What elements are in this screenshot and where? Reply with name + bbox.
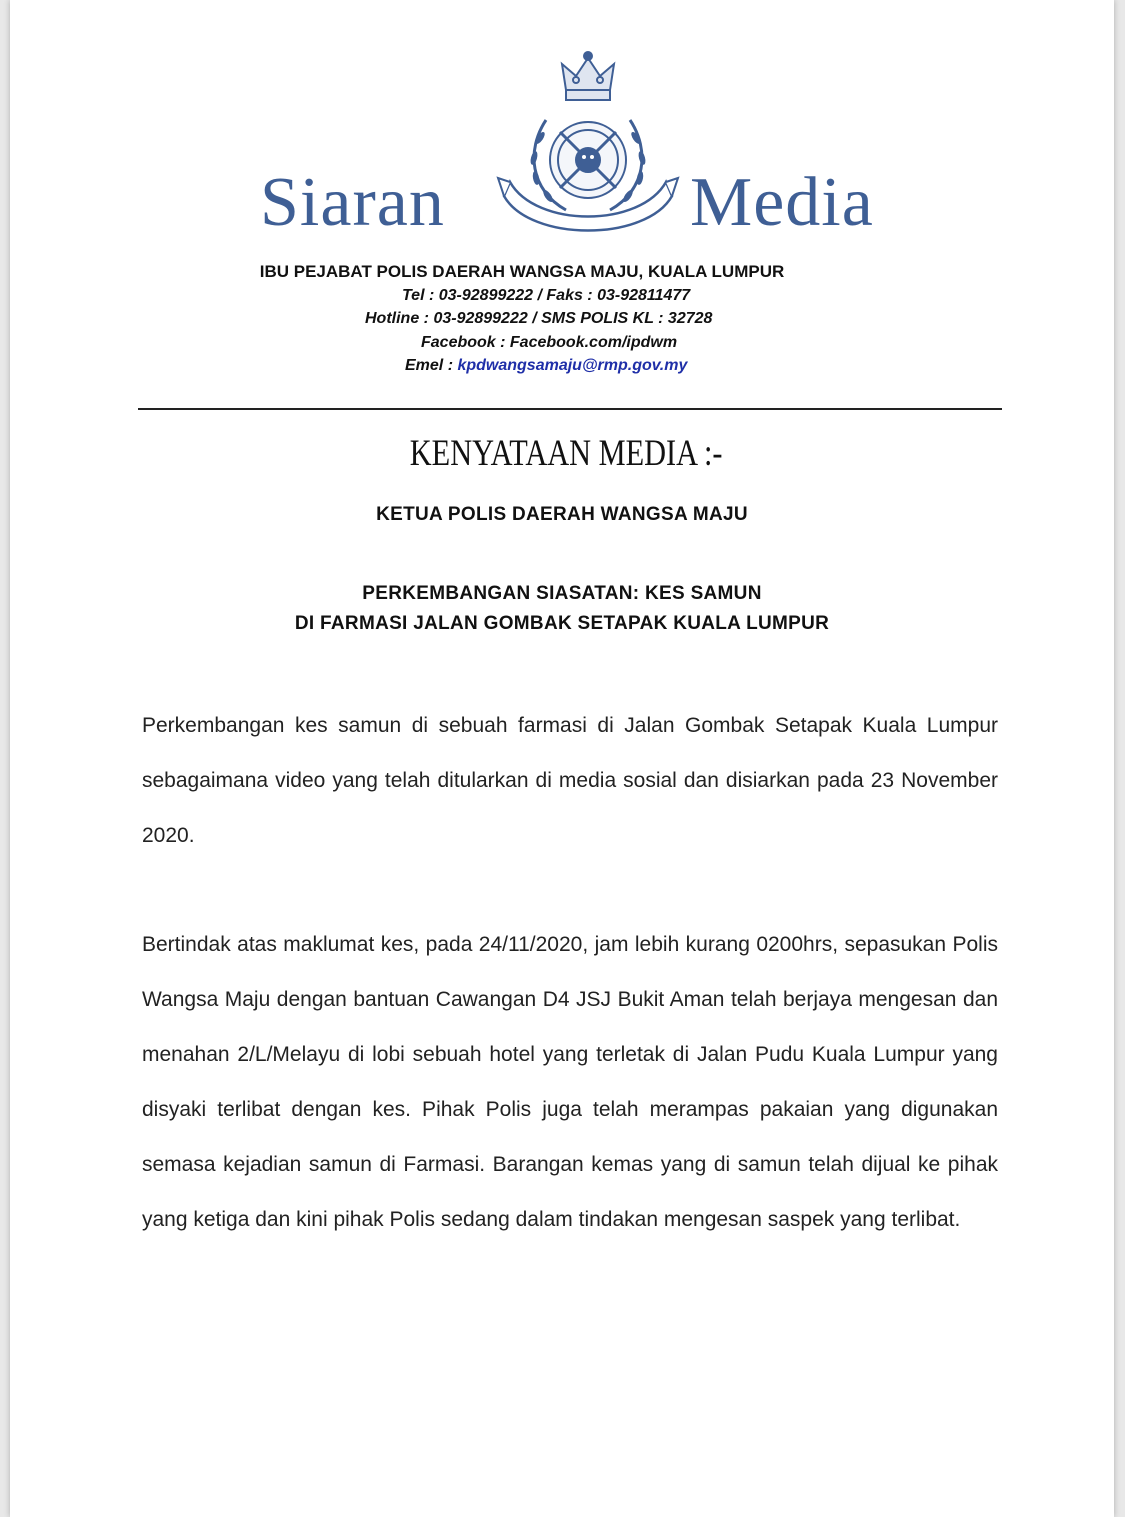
masthead-siaran: Siaran: [260, 164, 445, 241]
header-divider: [138, 408, 1002, 410]
statement-from: KETUA POLIS DAERAH WANGSA MAJU: [376, 504, 748, 525]
subject-line-1: PERKEMBANGAN SIASATAN: KES SAMUN: [362, 583, 762, 604]
contact-hotline-sms: Hotline : 03-92899222 / SMS POLIS KL : 32728: [365, 310, 713, 327]
masthead-media: Media: [690, 164, 874, 241]
document-page: [10, 0, 1114, 1517]
body-paragraph-2: Bertindak atas maklumat kes, pada 24/11/2020, jam lebih kurang 0200hrs, sepasukan Polis Wangsa Maju dengan bantuan Cawangan D4 JSJ Bukit Aman telah berjaya mengesan dan menahan 2/L/Melayu di lobi sebuah hotel yang terletak di Jalan Pudu Kuala Lumpur yang disyaki terlibat dengan kes. Pihak Polis juga telah merampas pakaian yang digunakan semasa kejadian samun di Farmasi. Barangan kemas yang di samun telah dijual ke pihak yang ketiga dan kini pihak Polis sedang dalam tindakan mengesan saspek yang terlibat.: [142, 933, 998, 1231]
body-paragraph-1: Perkembangan kes samun di sebuah farmasi di Jalan Gombak Setapak Kuala Lumpur sebagaimana video yang telah ditularkan di media sosial dan disiarkan pada 23 November 2020.: [142, 714, 998, 847]
email-link[interactable]: kpdwangsamaju@rmp.gov.my: [457, 357, 688, 374]
contact-email-line: [405, 357, 687, 375]
contact-tel-fax: Tel : 03-92899222 / Faks : 03-92811477: [402, 287, 691, 304]
police-crest-icon: [496, 50, 680, 246]
contact-facebook: Facebook : Facebook.com/ipdwm: [421, 334, 678, 351]
email-label: Emel :: [405, 357, 458, 374]
statement-title: KENYATAAN MEDIA :-: [409, 433, 723, 474]
subject-line-2: DI FARMASI JALAN GOMBAK SETAPAK KUALA LUMPUR: [294, 613, 830, 634]
office-name: IBU PEJABAT POLIS DAERAH WANGSA MAJU, KUALA LUMPUR: [259, 262, 785, 281]
